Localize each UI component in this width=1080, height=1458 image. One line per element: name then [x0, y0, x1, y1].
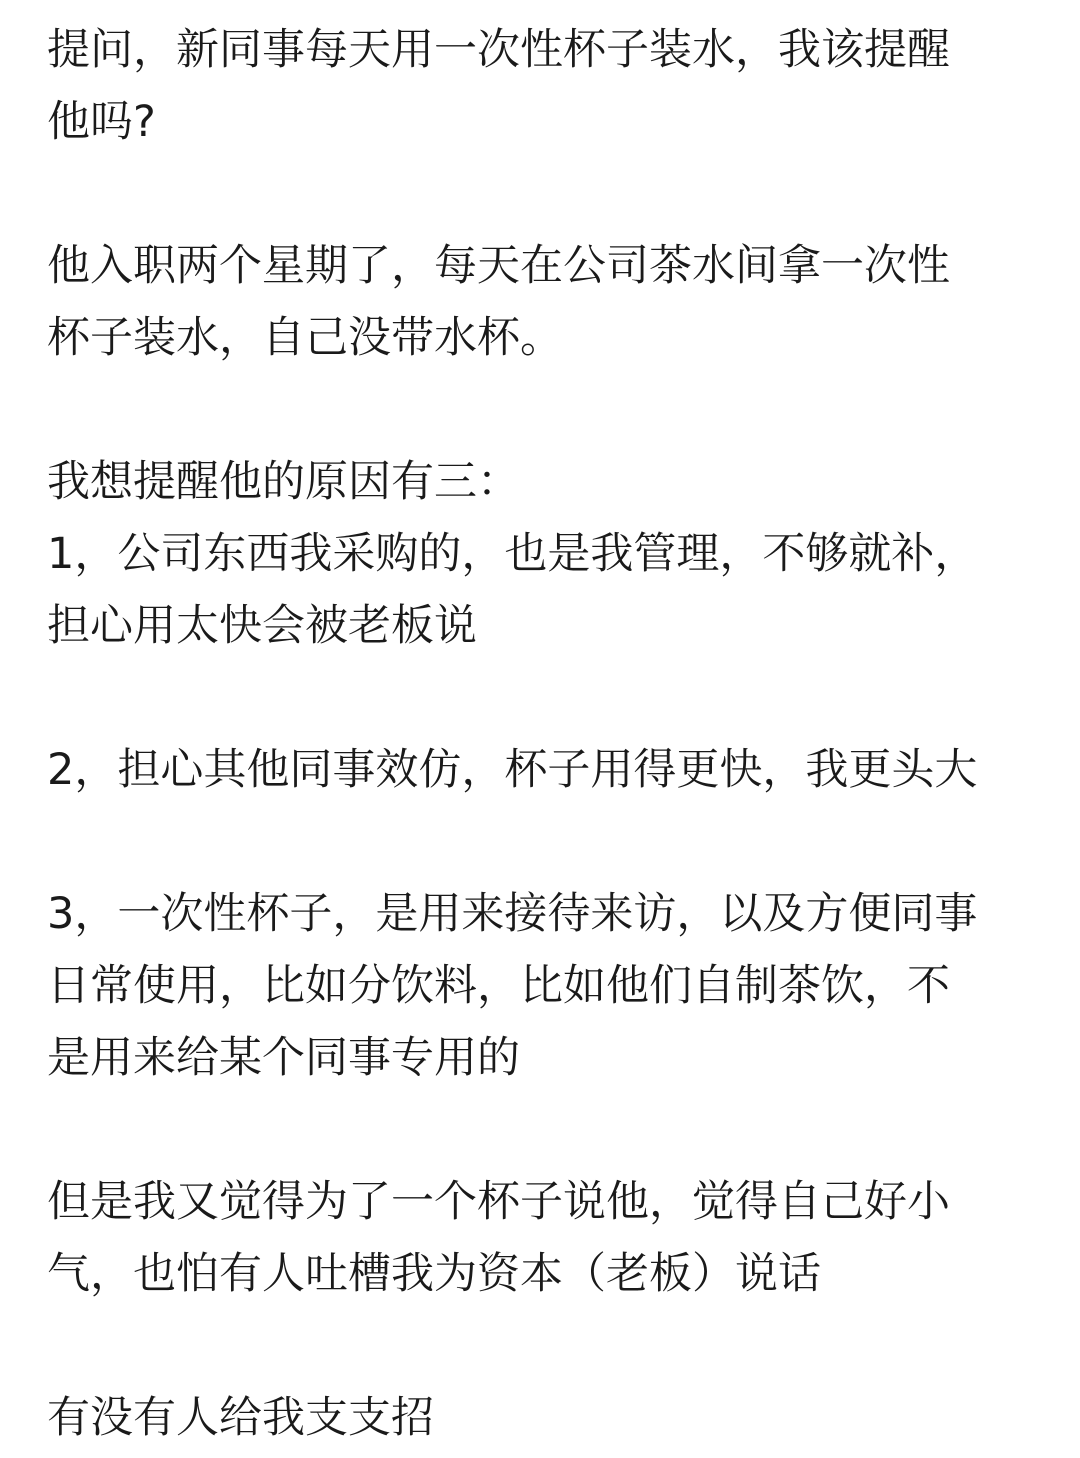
reason-3-line-2: 日常使用，比如分饮料，比如他们自制茶饮，不 [47, 961, 950, 1011]
closing-line: 有没有人给我支支招 [47, 1393, 434, 1443]
paragraph-spacer [47, 662, 1047, 734]
background-paragraph [47, 230, 1047, 374]
reason-1-line-2: 担心用太快会被老板说 [47, 601, 477, 651]
reason-3-line-1: 3，一次性杯子，是用来接待来访，以及方便同事 [47, 889, 978, 939]
background-line-1: 他入职两个星期了，每天在公司茶水间拿一次性 [47, 241, 950, 291]
paragraph-spacer [47, 158, 1047, 230]
reason-2-paragraph [47, 734, 1047, 806]
paragraph-spacer [47, 806, 1047, 878]
paragraph-spacer [47, 1094, 1047, 1166]
reason-3-line-3: 是用来给某个同事专用的 [47, 1033, 520, 1083]
question-line-1: 提问，新同事每天用一次性杯子装水，我该提醒 [47, 25, 950, 75]
reasons-intro: 我想提醒他的原因有三： [47, 457, 520, 507]
doubt-line-1: 但是我又觉得为了一个杯子说他，觉得自己好小 [47, 1177, 950, 1227]
reason-2-line: 2，担心其他同事效仿，杯子用得更快，我更头大 [47, 745, 978, 795]
doubt-paragraph [47, 1166, 1047, 1310]
reasons-paragraph [47, 446, 1047, 662]
reason-3-paragraph [47, 878, 1047, 1094]
question-paragraph [47, 14, 1047, 158]
question-line-2: 他吗? [47, 97, 156, 147]
post-body [47, 14, 1047, 1454]
paragraph-spacer [47, 1310, 1047, 1382]
background-line-2: 杯子装水，自己没带水杯。 [47, 313, 563, 363]
reason-1-line-1: 1，公司东西我采购的，也是我管理，不够就补， [47, 529, 978, 579]
closing-paragraph [47, 1382, 1047, 1454]
paragraph-spacer [47, 374, 1047, 446]
doubt-line-2: 气，也怕有人吐槽我为资本（老板）说话 [47, 1249, 821, 1299]
